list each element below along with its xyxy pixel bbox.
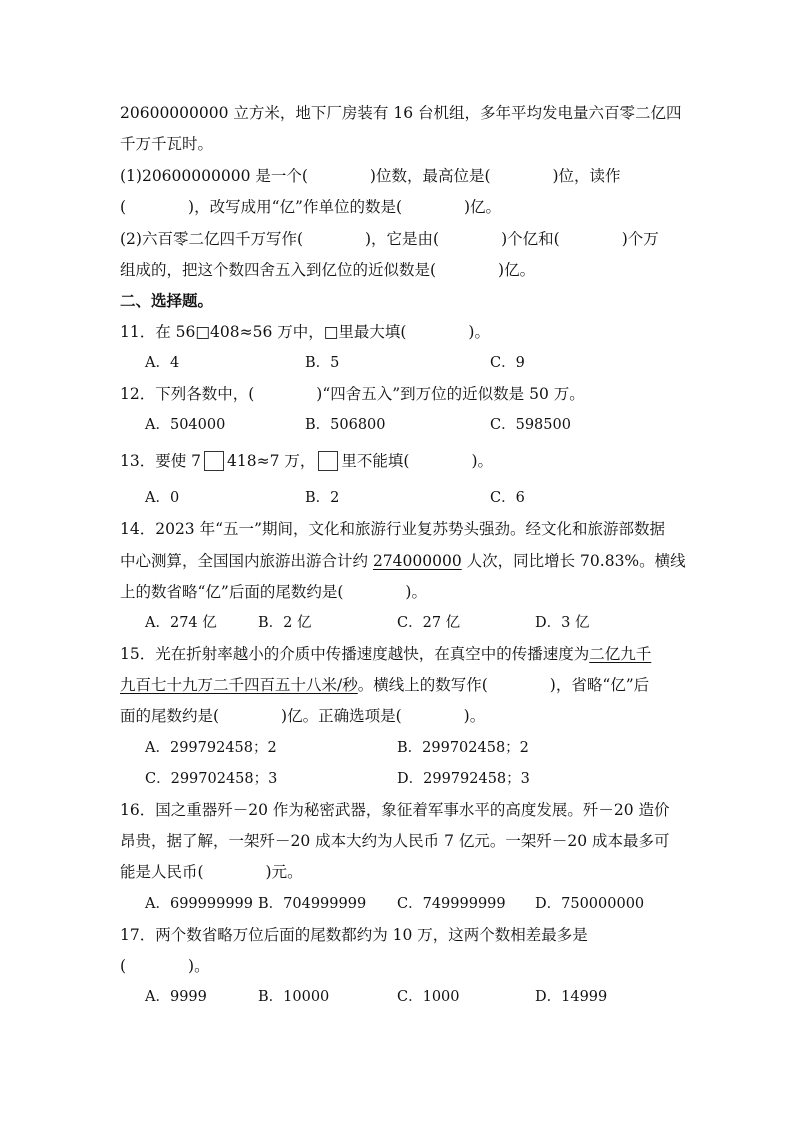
q13-option-b: B．2 <box>305 490 340 506</box>
q14-line-2 <box>120 551 686 571</box>
q14-option-b: B．2 亿 <box>258 615 312 631</box>
q13-option-a: A．0 <box>145 490 180 506</box>
q10-line-2: 千万千瓦时。 <box>120 135 214 153</box>
q13-stem-mid: 418≈7 万， <box>227 452 316 470</box>
q15-option-c: C．299702458；3 <box>145 771 278 787</box>
q14-underlined-number: 274000000 <box>372 552 462 570</box>
q14-line-1: 14．2023 年“五一”期间，文化和旅游行业复苏势头强劲。经文化和旅游部数据 <box>120 520 665 538</box>
q11-option-a: A．4 <box>145 355 180 371</box>
q15-option-d: D．299792458；3 <box>397 771 530 787</box>
q14-option-a: A．274 亿 <box>145 615 217 631</box>
q13-blank-box-2 <box>318 451 338 471</box>
section-heading: 二、选择题。 <box>120 291 214 310</box>
q10-sub2-line-1: (2)六百零二亿四千万写作( )，它是由( )个亿和( )个万 <box>120 230 659 248</box>
q10-sub2-line-2: 组成的，把这个数四舍五入到亿位的近似数是( )亿。 <box>120 261 536 279</box>
q15-option-a: A．299792458；2 <box>145 740 277 756</box>
q12-option-a: A．504000 <box>145 417 226 433</box>
q16-option-a: A．699999999 <box>145 896 253 912</box>
q16-option-c: C．749999999 <box>397 896 506 912</box>
q17-option-a: A．9999 <box>145 989 207 1005</box>
q16-option-d: D．750000000 <box>535 896 645 912</box>
q16-line-1: 16．国之重器歼－20 作为秘密武器，象征着军事水平的高度发展。歼－20 造价 <box>120 801 670 819</box>
q13-option-c: C．6 <box>490 490 525 506</box>
q10-line-1: 20600000000 立方米，地下厂房装有 16 台机组，多年平均发电量六百零二亿四 <box>120 104 682 122</box>
q12-stem: 12．下列各数中，( )“四舍五入”到万位的近似数是 50 万。 <box>120 385 585 403</box>
q17-line-1: 17．两个数省略万位后面的尾数都约为 10 万，这两个数相差最多是 <box>120 926 588 944</box>
q15-line-3: 面的尾数约是( )亿。正确选项是( )。 <box>120 707 486 725</box>
q17-option-b: B．10000 <box>258 989 330 1005</box>
q12-option-c: C．598500 <box>490 417 571 433</box>
q17-option-d: D．14999 <box>535 989 608 1005</box>
q14-line-2-pre: 中心测算，全国国内旅游出游合计约 <box>120 552 373 570</box>
q16-option-b: B．704999999 <box>258 896 367 912</box>
q15-line-2-post: 。横线上的数写作( )，省略“亿”后 <box>357 676 650 694</box>
q15-line-2 <box>120 675 649 695</box>
q13-stem-post: 里不能填( )。 <box>341 452 493 470</box>
q15-underlined-text-1: 二亿九千 <box>589 645 652 663</box>
q14-line-2-post: 人次，同比增长 70.83%。横线 <box>461 552 686 570</box>
q13-stem-pre: 13．要使 7 <box>120 452 202 470</box>
q14-option-d: D．3 亿 <box>535 615 590 631</box>
q16-line-2: 昂贵，据了解，一架歼－20 成本大约为人民币 7 亿元。一架歼－20 成本最多可 <box>120 832 670 850</box>
q15-option-b: B．299702458；2 <box>397 740 529 756</box>
q10-sub1-line-2: ( )，改写成用“亿”作单位的数是( )亿。 <box>120 198 502 216</box>
q15-line-1-pre: 15．光在折射率越小的介质中传播速度越快，在真空中的传播速度为 <box>120 645 590 663</box>
q13-blank-box <box>204 451 224 471</box>
q12-option-b: B．506800 <box>305 417 386 433</box>
q15-underlined-text-2: 九百七十九万二千四百五十八米/秒 <box>120 676 358 694</box>
q11-option-c: C．9 <box>490 355 525 371</box>
q16-line-3: 能是人民币( )元。 <box>120 863 303 881</box>
q11-option-b: B．5 <box>305 355 340 371</box>
q14-option-c: C．27 亿 <box>397 615 461 631</box>
q15-line-1 <box>120 644 651 664</box>
q14-line-3: 上的数省略“亿”后面的尾数约是( )。 <box>120 583 427 601</box>
q10-sub1-line-1: (1)20600000000 是一个( )位数，最高位是( )位，读作 <box>120 167 621 185</box>
q17-option-c: C．1000 <box>397 989 460 1005</box>
q17-line-2: ( )。 <box>120 957 210 975</box>
q13-stem <box>120 451 493 471</box>
q11-stem: 11．在 56□408≈56 万中，□里最大填( )。 <box>120 323 490 341</box>
